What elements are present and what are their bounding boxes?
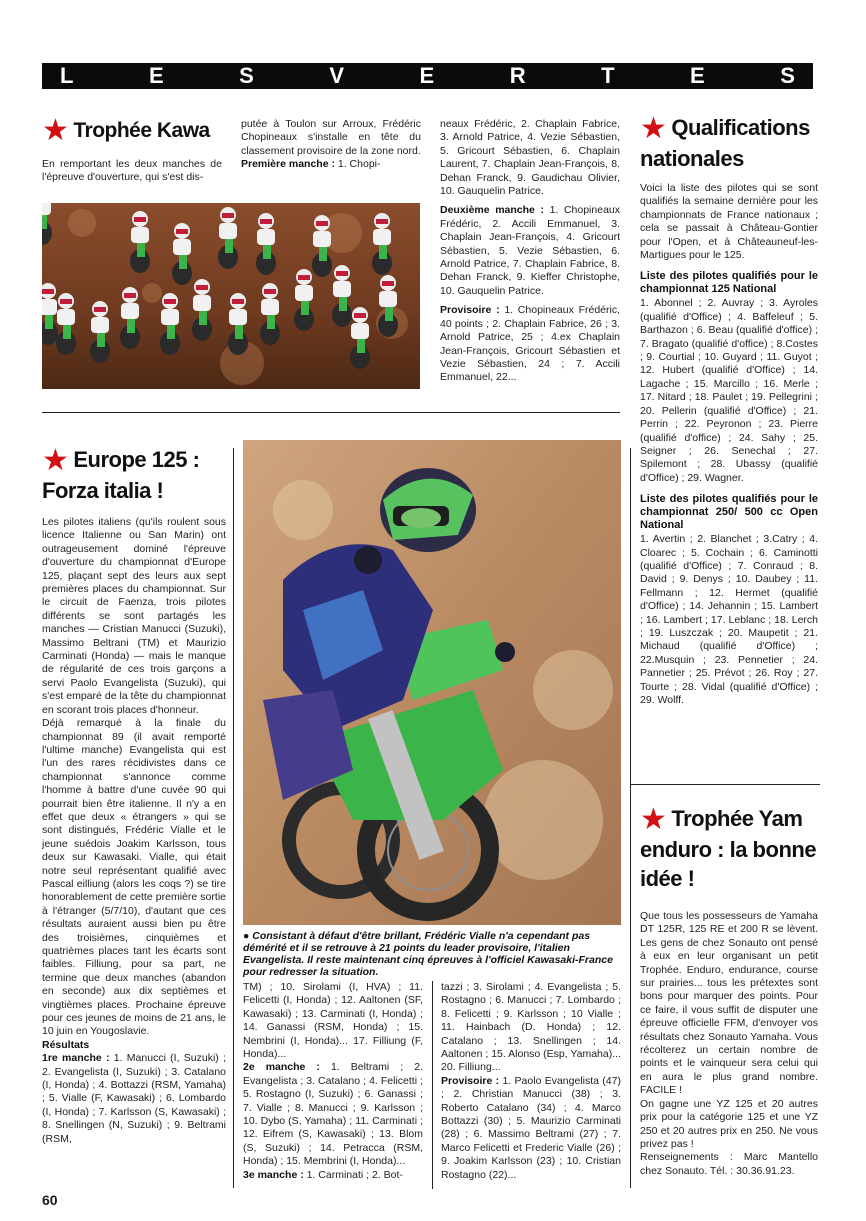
yam-title-2: enduro : la bonne <box>640 837 817 862</box>
yam-p3: Renseignements : Marc Mantello chez Sonauto. Tél. : 30.36.91.23. <box>640 1151 818 1177</box>
banner-letter: S <box>780 63 795 88</box>
banner-letter: R <box>509 63 526 88</box>
vialle-photo <box>243 440 621 925</box>
yam-heading <box>640 804 830 893</box>
column-divider <box>432 981 433 1189</box>
kawa-col3 <box>440 118 620 385</box>
yam-title-3: idée ! <box>640 866 695 891</box>
star-icon: ★ <box>640 112 667 145</box>
kawa-col1-text: En remportant les deux manches de l'épreuve d'ouverture, qui s'est dis- <box>42 158 222 184</box>
yam-title-1: Trophée Yam <box>671 806 803 831</box>
photo-caption: ● Consistant à défaut d'être brillant, Frédéric Vialle n'a cependant pas démérité et il se retrouve à 21 points du leader provisoire, l'italien Evangelista. Il reste maintenant cinq épreuves à l'officiel Kawasaki-France pour redresser la situation. <box>243 930 613 978</box>
qualif-title-2: nationales <box>640 146 744 171</box>
banner-letter: E <box>690 63 705 88</box>
europe-col1 <box>42 516 226 1146</box>
banner-letter: S <box>239 63 254 88</box>
qualif-list-250: 1. Avertin ; 2. Blanchet ; 3.Catry ; 4. Cloarec ; 5. Cochain ; 6. Caminotti (qualifié d'Office) ; 7. Conraud ; 8. David ; 9. Denys ; 10. Daubey ; 11. Fellmann ; 12. Hermet (qualifié d'Office) ; 14. Jehannin ; 15. Lambert ; 16. Lambert ; 17. Leblanc ; 18. Lerch ; 19. Luszczak ; 20. Maupetit ; 21. Michaud (qualifié d'Office) ; 22.Musquin ; 23. Pennetier ; 24. Pannetier ; 25. Prévot ; 26. Roy ; 27. Tourte ; 28. Vidal (qualifié d'Office) ; 29. Wolff. <box>640 533 818 706</box>
europe-p2: Déjà remarqué à la finale du championnat 89 (il avait remporté l'ultime manche) Evangelista qui est l'un des rares récidivistes dans ce championnat s'annonce comme l'homme à battre d'une cuvée 90 qui pourrait bien être italienne. Il n'y a en effet que deux « étrangers » qui se sont distingués, Frédéric Vialle et le jeune suédois Joakim Karlsson, tous deux sur Kawasaki. Vialle, qui était notre seul représentant qualifié avec Pascal eilliung (alors les coqs ?) se tire honorablement de cette première sortie à l'étranger (5/7/10), d'autant que ces résultats auraient aussi bien pu être des troisièmes, cinquièmes et quatrièmes places tant les écarts sont faibles. Filliung, pour sa part, ne termine que deux manches (abandon en seconde) aux dix septièmes et vingtièmes places. Prochaine épreuve pour ces jeunes de moins de 21 ans, le 10 juin en Yougoslavie. <box>42 717 226 1038</box>
kawa-intro <box>42 158 222 185</box>
kawa-m2-text: 1. Chopineaux Frédéric, 2. Accili Emmanuel, 3. Chaplain Jean-François, 4. Gricourt Sébastien, 5. Vezie Sébastien, 6. Arnold Patrice, 7. Chaplain Fabrice, 8. Dehan Franck, 9. Kieffer Christophe, 10. Gauquelin Patrice. <box>440 204 621 297</box>
europe-p1: Les pilotes italiens (qu'ils roulent sous licence Italienne ou San Marin) ont outrageusement dominé l'épreuve d'ouverture du championnat d'Europe 125, plaçant sept des leurs aux sept premières places du championnat. Sur le circuit de Faenza, trois pilotes différents se sont partagés les manches — Cristian Manucci (Suzuki), Massimo Beltrani (TM) et Maurizio Carminati (Honda) — mais le manque de régularité de ces trois garçons a servi Paolo Evangelista (Suzuki), qui s'est emparé de la tête du championnat en scorant trois places d'honneur. <box>42 516 226 716</box>
page-number: 60 <box>42 1192 58 1208</box>
europe-m3-label: 3e manche : <box>243 1168 304 1181</box>
star-icon: ★ <box>42 114 69 147</box>
qualif-title-1: Qualifications <box>671 115 810 140</box>
kawa-heading <box>42 116 232 146</box>
kawa-photo-riders <box>42 203 420 389</box>
yam-body <box>640 910 818 1178</box>
europe-m1-label: 1re manche : <box>42 1052 110 1065</box>
europe-prov-label: Provisoire : <box>441 1074 500 1087</box>
yam-p1: Que tous les possesseurs de Yamaha DT 125R, 125 RE et 200 R se lèvent. Les gens de chez Sonauto ont pensé à eux en leur organisant un petit Trophée. Enduro, endurance, course sur prairies... tous les prétextes sont bons pour marquer des points. Pour ce faire, il vous suffit de disputer une épreuve officielle FFM, d'envoyer vos résultats chez Sonauto Yamaha. Vous récolterez un certain nombre de points et le vainqueur sera celui qui en aura le plus grand nombre. FACILE ! <box>640 910 818 1097</box>
europe-m3-text: 1. Carminati ; 2. Bot- <box>303 1168 403 1181</box>
banner-letter: E <box>148 63 164 88</box>
section-divider <box>42 412 620 413</box>
section-divider <box>630 784 820 785</box>
qualif-sub-250: Liste des pilotes qualifiés pour le championnat 250/ 500 cc Open National <box>640 493 818 532</box>
banner-letter: E <box>419 63 435 88</box>
europe-prov-text: 1. Paolo Evangelista (47) ; 2. Christian Manucci (38) ; 3. Roberto Catalano (34) ; 4. Marco Bottazzi (30) ; 5. Maurizio Carminati (28) ; 6. Massimo Beltrami (27) ; 7. Marco Felicetti et Frederic Vialle (26) ; 9. Joakim Karlsson (23) ; 10. Cristian Rostagno (22)... <box>441 1074 621 1181</box>
kawa-title: Trophée Kawa <box>73 119 210 142</box>
star-icon: ★ <box>42 444 69 477</box>
kawa-m1-text: 1. Chopi- <box>334 158 381 171</box>
europe-col3 <box>441 981 621 1182</box>
kawa-m2-label: Deuxième manche : <box>440 204 544 217</box>
section-banner <box>42 63 813 89</box>
europe-title-1: Europe 125 : <box>73 447 200 472</box>
qualif-list-125: 1. Abonnel ; 2. Auvray ; 3. Ayroles (qualifié d'Office) ; 4. Baffeleuf ; 5. Barthazon ; 6. Beau (qualifié d'office) ; 7. Bragato (qualifié d'office) ; 8.Costes ; 9. Courtial ; 10. Guyard ; 11. Guyot ; 12. Hubert (qualifié d'Office) ; 14. Lagache ; 15. Marcillo ; 16. Merle ; 17. Nitard ; 18. Paulet ; 19. Pellegrini ; 20. Pellerin (qualifié d'Office) ; 21. Perrin ; 22. Peyronon ; 23. Pierre (qualifié d'office) ; 24. Sahy ; 25. Seigner ; 26. Senechal ; 27. Spilemont ; 28. Ubassy (qualifié d'Office) ; 29. Wagner. <box>640 297 818 484</box>
qualif-heading <box>640 113 830 173</box>
star-icon: ★ <box>640 803 667 836</box>
banner-letter: V <box>329 63 345 88</box>
qualif-body <box>640 182 818 707</box>
europe-title-2: Forza italia ! <box>42 478 164 503</box>
kawa-prov-label: Provisoire : <box>440 304 500 317</box>
europe-m1-text: 1. Manucci (I, Suzuki) ; 2. Evangelista (I, Suzuki) ; 3. Catalano (I, Honda) ; 4. Bottazzi (RSM, Yamaha) ; 5. Vialle (F, Kawasaki) ; 6. Lombardo (I, Honda) ; 7. Karlsson (S, Kawasaki) ; 8. Snellingen (N, Suzuki) ; 9. Beltrami (RSM, <box>42 1052 226 1145</box>
column-divider <box>630 448 631 1188</box>
europe-col2-text: TM) ; 10. Sirolami (I, HVA) ; 11. Felicetti (I, Honda) ; 12. Aaltonen (SF, Kawasaki) ; 13. Carminati (I, Honda) ; 14. Ganassi (RSM, Honda) ; 15. Nembrini (I, Honda)... 17. Filliung (F, Honda)... <box>243 981 423 1061</box>
qualif-sub-125: Liste des pilotes qualifiés pour le championnat 125 National <box>640 270 818 296</box>
europe-heading <box>42 445 238 505</box>
yam-p2: On gagne une YZ 125 et 20 autres prix pour la catégorie 125 et une YZ 250 et 20 autres prix en 250. Ne vous privez pas ! <box>640 1097 818 1150</box>
europe-col2 <box>243 981 423 1182</box>
europe-m2-text: 1. Beltrami ; 2. Evangelista ; 3. Catalano ; 4. Felicetti ; 5. Rostagno (I, Suzuki) ; 6. Ganassi ; 7. Vialle ; 8. Manucci ; 9. Karlsson ; 10. Dybo (S, Yamaha) ; 11. Carminati ; 12. Eifrem (S, Kawasaki) ; 13. Blom (S, Suzuki) ; 14. Petracca (RSM, Honda) ; 15. Membrini (I, Honda)... <box>243 1061 424 1168</box>
kawa-col2-text: putée à Toulon sur Arroux, Frédéric Chopineaux s'installe en tête du classement provisoire de la zone nord. <box>241 118 421 157</box>
column-divider <box>233 448 234 1188</box>
kawa-m1-label: Première manche : <box>241 158 335 171</box>
banner-letter: T <box>601 63 615 88</box>
kawa-prov-text: 1. Chopineaux Frédéric, 40 points ; 2. Chaplain Fabrice, 26 ; 3. Arnold Patrice, 25 ; 4.ex Chaplain Jean-François, Gricourt Sébastien et Vezie Sébastien, 24 ; 7. Accili Emmanuel, 22... <box>440 304 620 384</box>
qualif-intro: Voici la liste des pilotes qui se sont qualifiés la semaine dernière pour les championnats de France nationaux ; cela se passait à Château-Gontier pour l'Open, et à Châteauneuf-les-Martigues pour le 125. <box>640 182 818 262</box>
kawa-col3-text: neaux Frédéric, 2. Chaplain Fabrice, 3. Arnold Patrice, 4. Vezie Sébastien, 5. Gricourt Sébastien, 6. Chaplain Laurent, 7. Chaplain Jean-François, 8. Dehan Franck, 9. Gaudichau Olivier, 10. Gauquelin Patrice. <box>440 118 620 198</box>
banner-letter: L <box>60 63 74 88</box>
europe-col3-text: tazzi ; 3. Sirolami ; 4. Evangelista ; 5. Rostagno ; 6. Manucci ; 7. Lombardo ; 8. Felicetti ; 9. Karlsson ; 10 Vialle ; 11. Hainbach (D. Honda) ; 12. Catalano ; 13. Snellingen ; 14. Aaltonen ; 15. Alonso (Esp, Yamaha)... 20. Filliung... <box>441 981 621 1074</box>
europe-m2-label: 2e manche : <box>243 1061 320 1074</box>
kawa-col2 <box>241 118 421 172</box>
europe-results-label: Résultats <box>42 1038 90 1051</box>
